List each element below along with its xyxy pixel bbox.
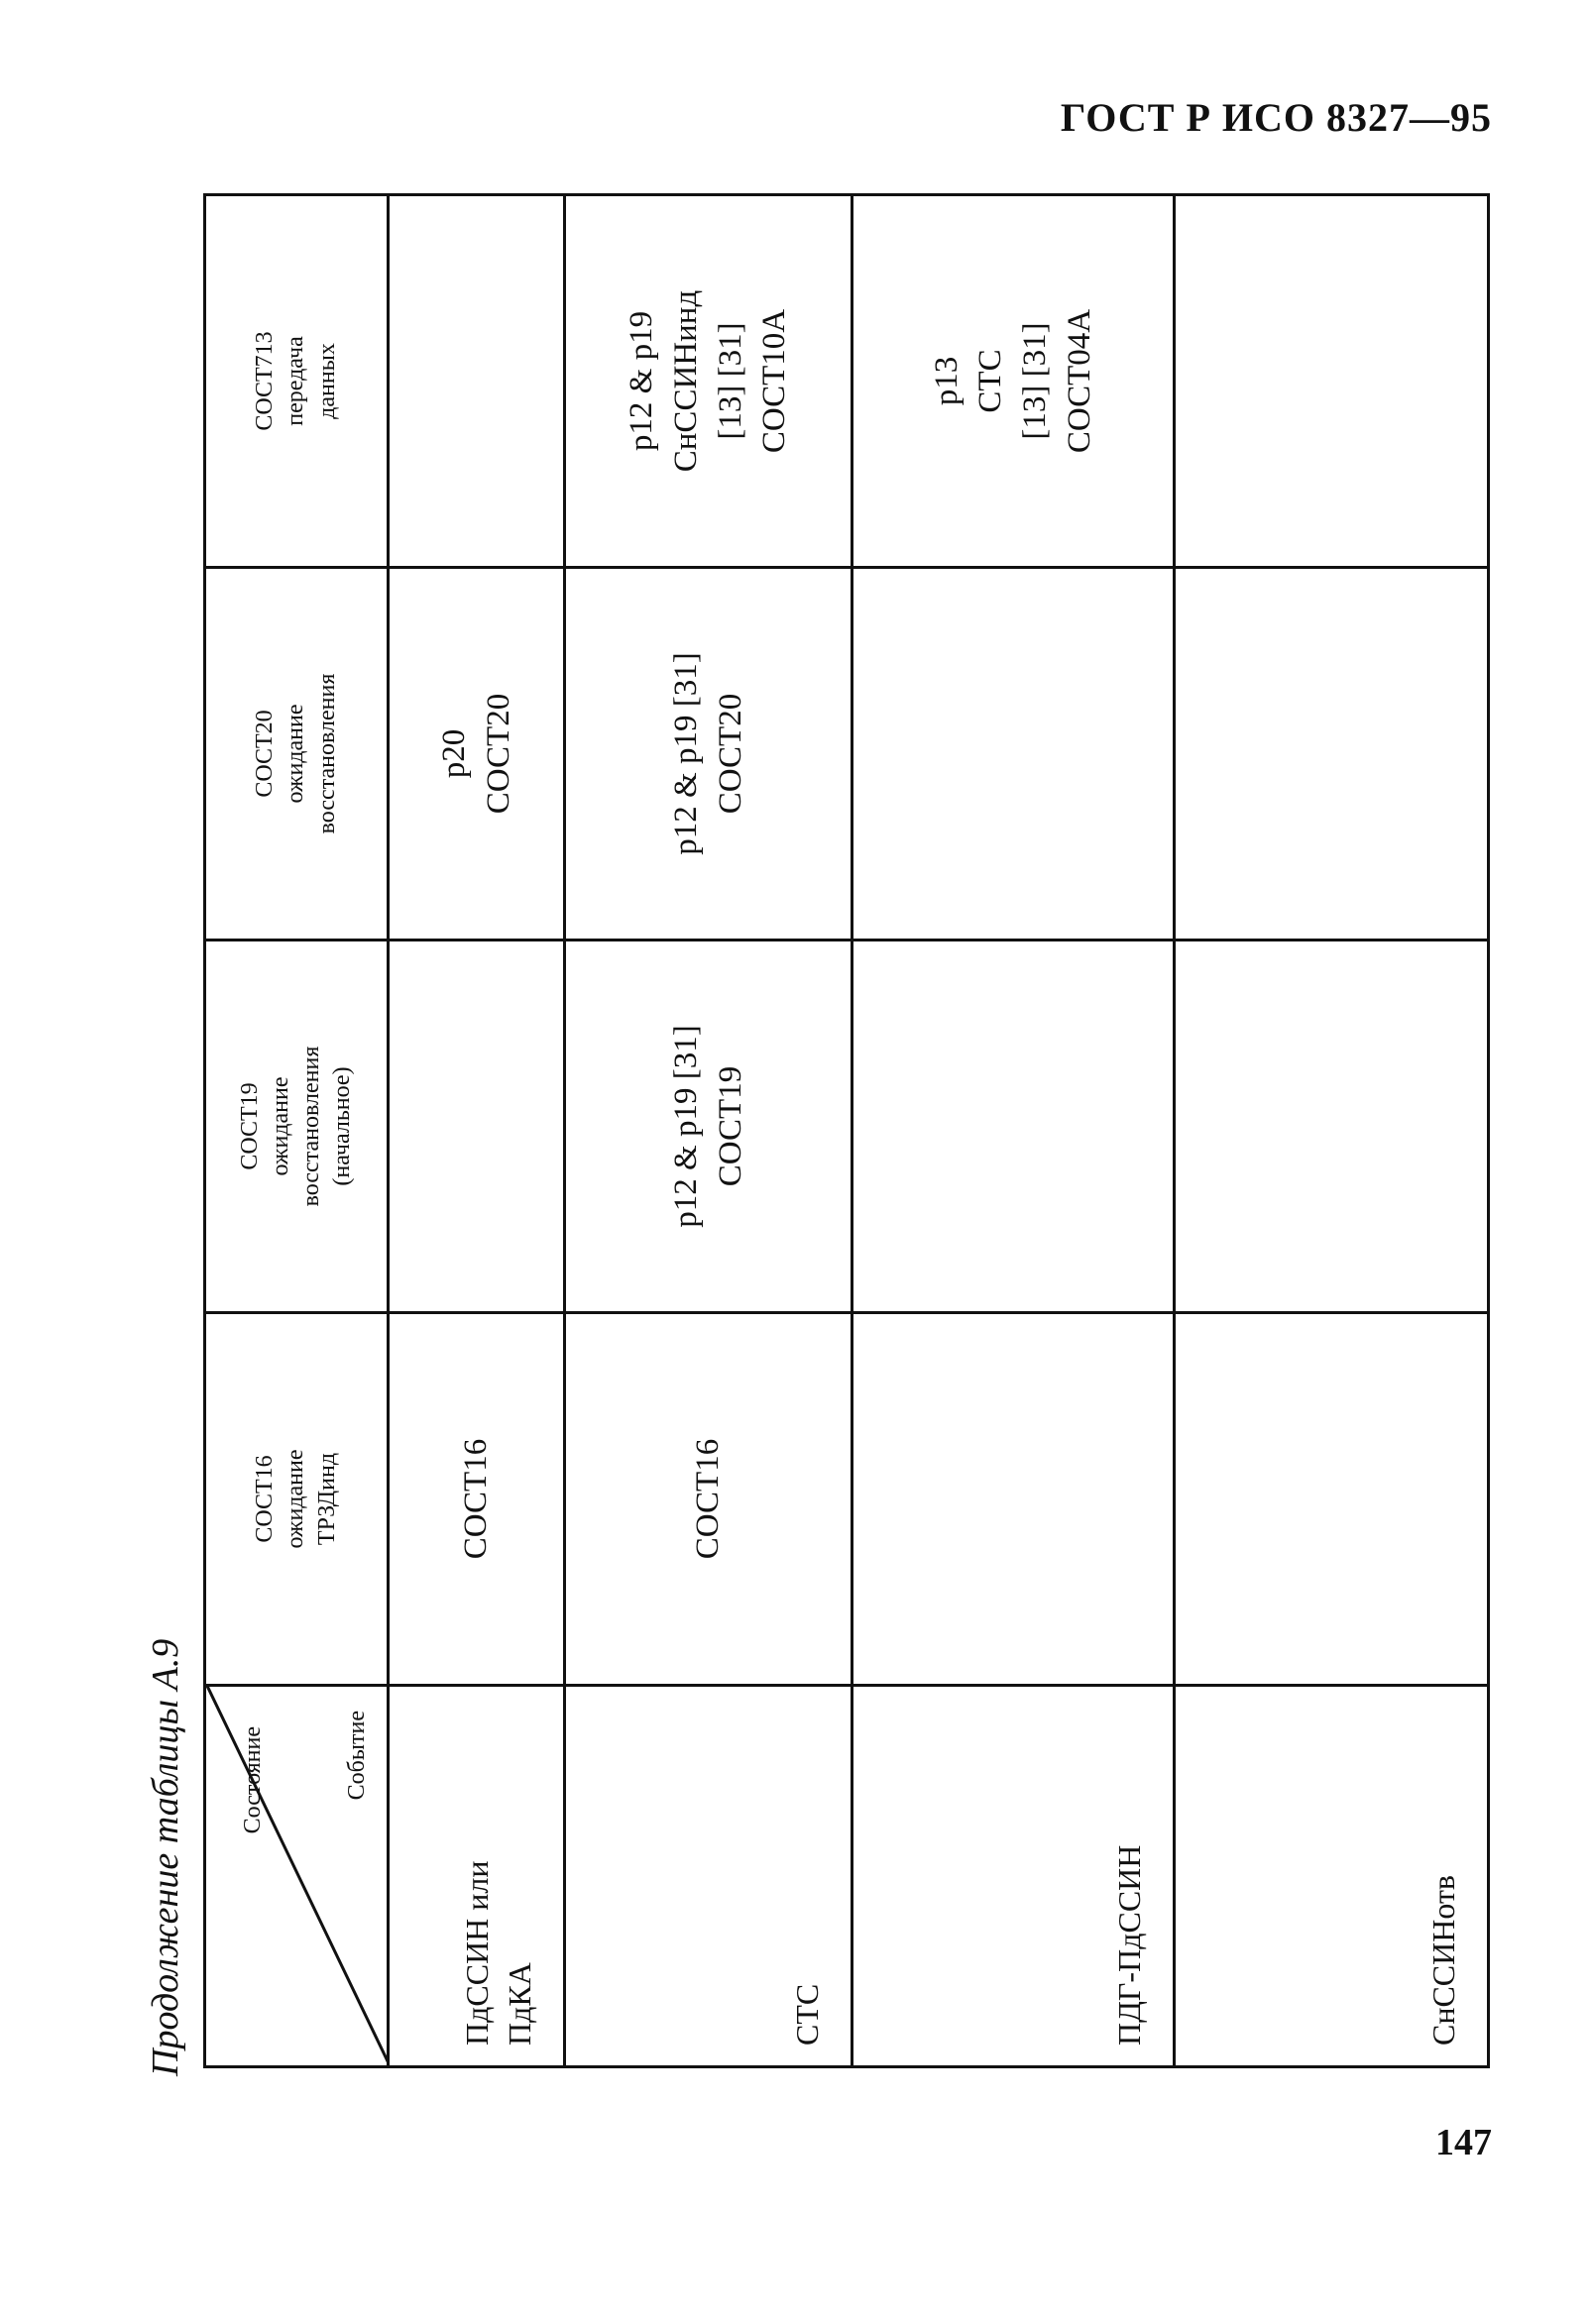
event-cell: СнССИНотв [1175,1686,1489,2067]
table-cell: p13 СТС [13] [31] СОСТ04А [852,195,1175,568]
column-header-sost19: СОСТ19 ожидание восстановления (начальное) [205,941,389,1313]
document-header: ГОСТ Р ИСО 8327—95 [1060,95,1492,140]
corner-state-label: Состояние [240,1726,266,1834]
table-cell [1175,195,1489,568]
table-cell: p12 & p19 СнССИНинд [13] [31] СОСТ10А [565,195,852,568]
table-cell: p12 & p19 [31] СОСТ19 [565,941,852,1313]
column-header-sost20: СОСТ20 ожидание восстановления [205,568,389,941]
table-cell: p12 & p19 [31] СОСТ20 [565,568,852,941]
table-row [565,195,852,2067]
table-cell [1175,568,1489,941]
table-header-row [205,195,389,2067]
rotated-table-wrapper [203,197,1487,2068]
table-row [852,195,1175,2067]
table-row [389,195,565,2067]
table-cell [852,941,1175,1313]
table-cell: СОСТ16 [389,1313,565,1686]
event-cell: СТС [565,1686,852,2067]
column-header-sost713: СОСТ713 передача данных [205,195,389,568]
table-cell [389,941,565,1313]
page-number: 147 [1435,2122,1492,2163]
table-caption: Продолжение таблицы А.9 [145,1638,186,2076]
table-cell [852,568,1175,941]
event-cell: ПдССИН или ПдКА [389,1686,565,2067]
column-header-sost16: СОСТ16 ожидание ТРЗДинд [205,1313,389,1686]
state-transition-table [203,193,1490,2068]
event-cell: ПДГ-ПдССИН [852,1686,1175,2067]
table-cell [389,195,565,568]
table-cell: СОСТ16 [565,1313,852,1686]
corner-cell [205,1686,389,2067]
table-cell [852,1313,1175,1686]
corner-event-label: Событие [344,1711,370,1801]
table-cell [1175,941,1489,1313]
table-cell: p20 СОСТ20 [389,568,565,941]
table-cell [1175,1313,1489,1686]
table-row [1175,195,1489,2067]
